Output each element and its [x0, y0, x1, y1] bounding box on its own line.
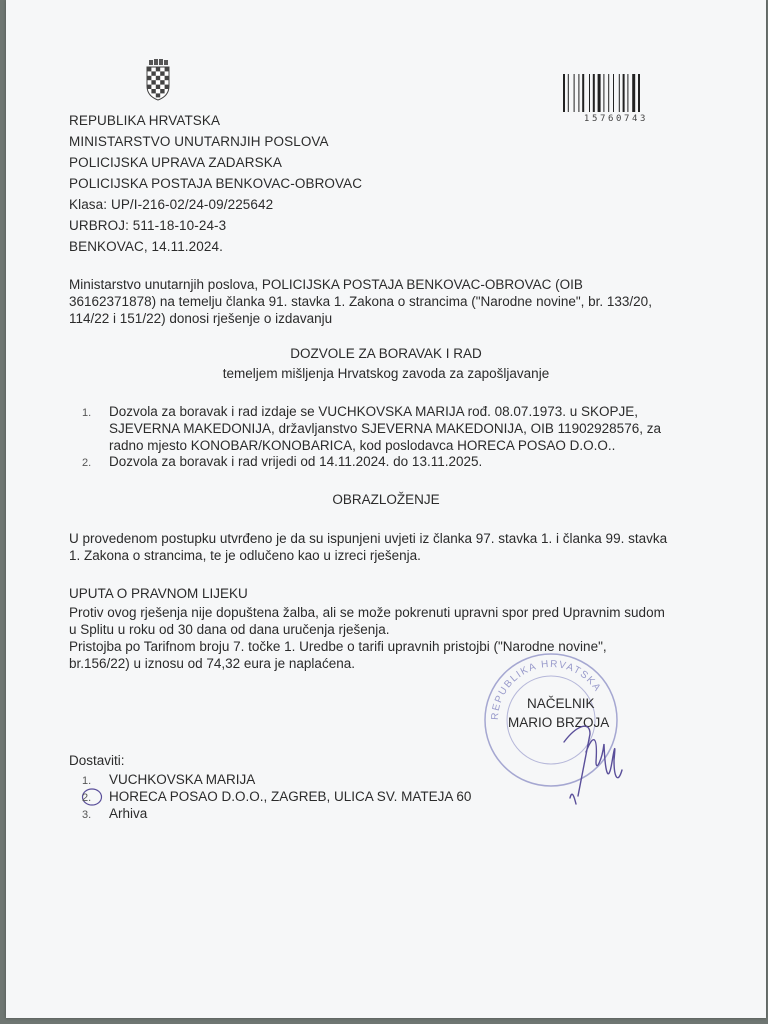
header-police-station: POLICIJSKA POSTAJA BENKOVAC-OBROVAC — [69, 176, 363, 191]
decision-subtitle: temeljem mišljenja Hrvatskog zavoda za zapošljavanje — [222, 366, 550, 381]
delivery-number: 1. — [82, 775, 92, 787]
legal-remedy-heading: UPUTA O PRAVNOM LIJEKU — [69, 586, 248, 601]
handwritten-signature — [556, 700, 636, 810]
barcode-number: 15760743 — [583, 114, 649, 124]
item-number: 1. — [82, 407, 92, 419]
document-page — [6, 0, 766, 1018]
decision-title: DOZVOLE ZA BORAVAK I RAD — [290, 346, 482, 361]
intro-paragraph: Ministarstvo unutarnjih poslova, POLICIJSKA POSTAJA BENKOVAC-OBROVAC (OIB 36162371878) na temelju članka 91. stavka 1. Zakona o strancima ("Narodne novine", br. 133/20, 114/22 i 151/22) donosi rješenje o izdavanju — [69, 277, 652, 326]
delivery-archive: Arhiva — [109, 806, 148, 821]
coat-of-arms-icon — [140, 58, 176, 102]
reasoning-paragraph: U provedenom postupku utvrđeno je da su ispunjeni uvjeti iz članka 97. stavka 1. i članka 99. stavka 1. Zakona o strancima, te je odlučeno kao u izreci rješenja. — [69, 531, 668, 563]
delivery-heading: Dostaviti: — [69, 753, 125, 768]
svg-text:REPUBLIKA HRVATSKA: REPUBLIKA HRVATSKA — [489, 658, 604, 721]
signatory-title: NAČELNIK — [527, 696, 595, 711]
legal-remedy-paragraph: Protiv ovog rješenja nije dopuštena žalba, ali se može pokrenuti upravni spor pred Upravnim sudom u Splitu u roku od 30 dana od dana uručenja rješenja. Pristojba po Tarifnom broju 7. točke 1. Uredbe o tarifi upravnih pristojbi ("Narodne novine", br.156/22) u iznosu od 74,32 eura je naplaćena. — [69, 605, 665, 671]
header-ministry: MINISTARSTVO UNUTARNJIH POSLOVA — [69, 134, 329, 149]
item-permit-issued: Dozvola za boravak i rad izdaje se VUCHKOVSKA MARIJA rođ. 08.07.1973. u SKOPJE, SJEVERNA MAKEDONIJA, državljanstvo SJEVERNA MAKEDONIJA, OIB 11902928576, za radno mjesto KONOBAR/KONOBARICA, kod poslodavca HORECA POSAO D.O.O.. — [109, 404, 661, 453]
header-urbroj: URBROJ: 511-18-10-24-3 — [69, 218, 227, 233]
header-place-date: BENKOVAC, 14.11.2024. — [69, 239, 223, 254]
header-republic: REPUBLIKA HRVATSKA — [69, 113, 221, 128]
delivery-number: 2. — [82, 792, 92, 804]
delivery-employer: HORECA POSAO D.O.O., ZAGREB, ULICA SV. MATEJA 60 — [109, 789, 472, 804]
item-number: 2. — [82, 457, 92, 469]
reasoning-heading: OBRAZLOŽENJE — [332, 492, 440, 507]
header-police-admin: POLICIJSKA UPRAVA ZADARSKA — [69, 155, 282, 170]
delivery-recipient: VUCHKOVSKA MARIJA — [109, 772, 256, 787]
item-permit-validity: Dozvola za boravak i rad vrijedi od 14.11.2024. do 13.11.2025. — [109, 454, 483, 469]
delivery-number: 3. — [82, 809, 92, 821]
barcode — [561, 72, 665, 116]
header-klasa: Klasa: UP/I-216-02/24-09/225642 — [69, 197, 274, 212]
signatory-name: MARIO BRZOJA — [508, 715, 610, 730]
